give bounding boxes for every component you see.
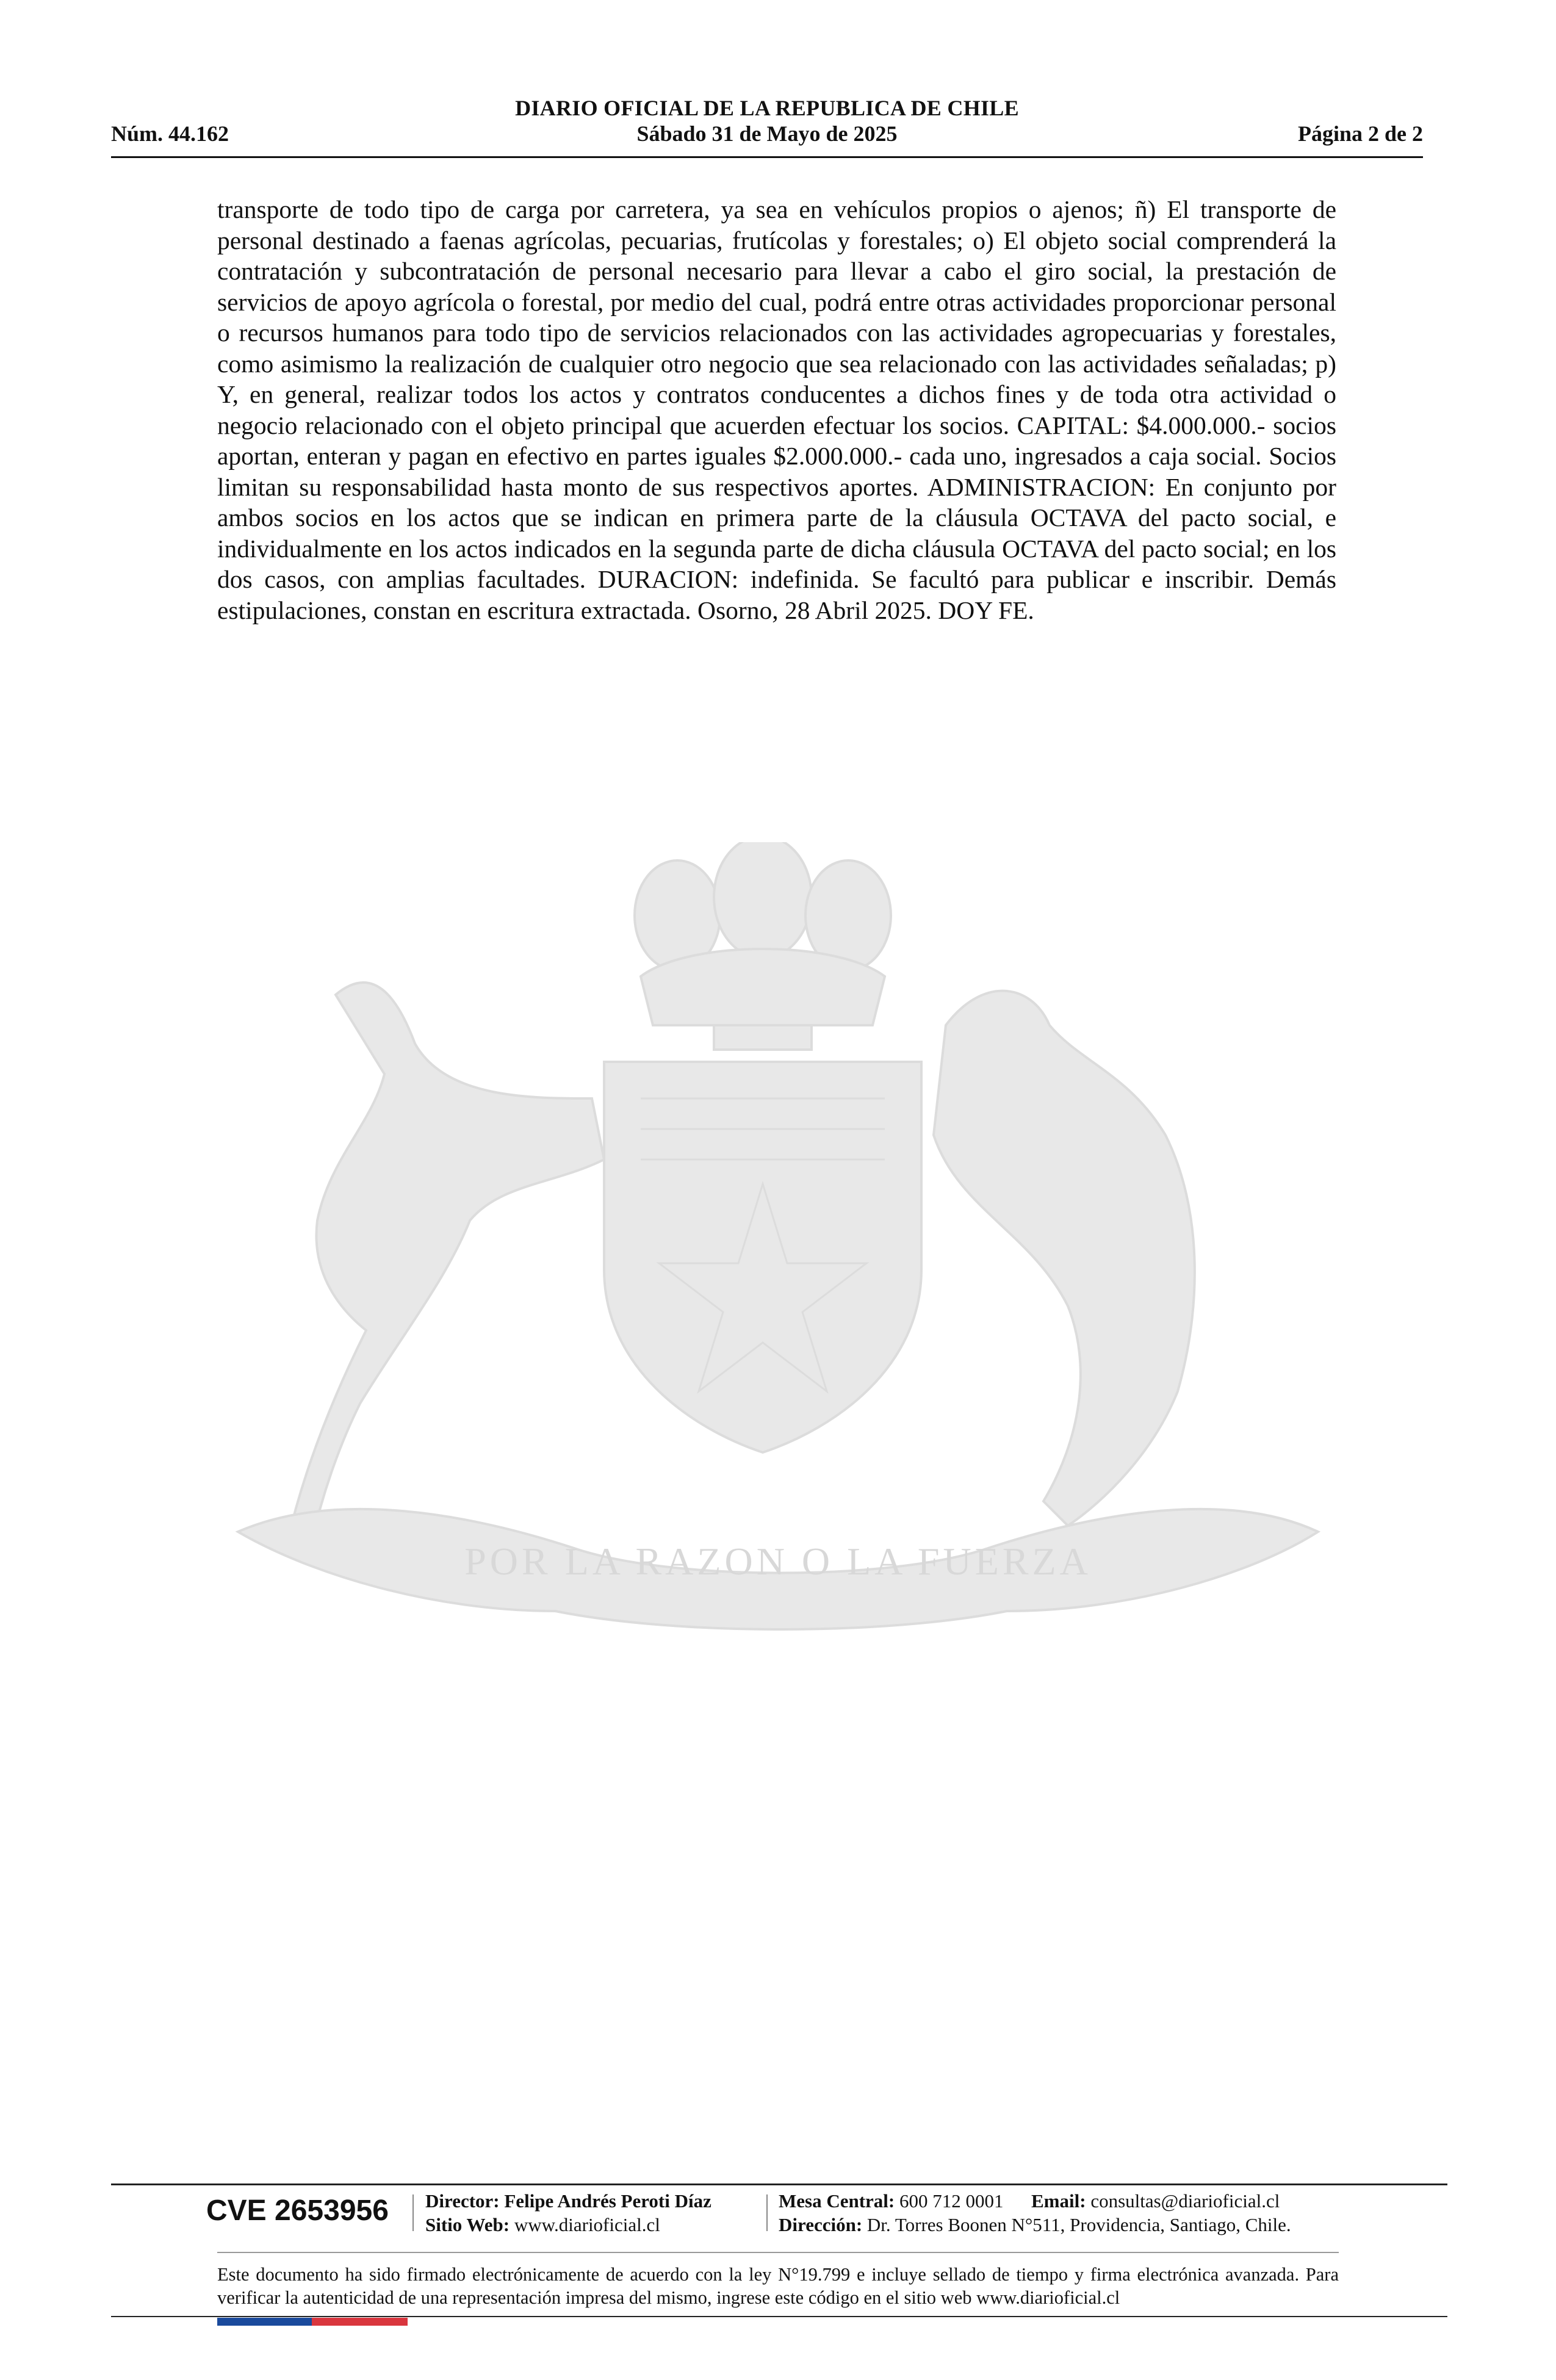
issue-number: Núm. 44.162 xyxy=(111,121,229,146)
footer-divider-top xyxy=(111,2183,1447,2185)
website-line xyxy=(425,2213,660,2237)
page-header xyxy=(111,93,1423,156)
issue-date: Sábado 31 de Mayo de 2025 xyxy=(636,121,898,146)
address-line xyxy=(779,2213,1291,2237)
email-link[interactable]: consultas@diarioficial.cl xyxy=(1090,2190,1280,2212)
publication-title: DIARIO OFICIAL DE LA REPUBLICA DE CHILE xyxy=(515,96,1019,120)
signature-note: Este documento ha sido firmado electrónicamente de acuerdo con la ley N°19.799 e incluye sellado de tiempo y firma electrónica avanzada. Para verificar la autenticidad de una representación impresa del mismo, ingrese este código en el sitio web www.diarioficial.cl xyxy=(217,2264,1339,2308)
director-label: Director: xyxy=(425,2190,500,2212)
motto-text: POR LA RAZON O LA FUERZA xyxy=(464,1540,1092,1583)
flag-stripe-blue xyxy=(217,2318,312,2326)
footer-divider-bottom xyxy=(111,2316,1447,2317)
website-label: Sitio Web: xyxy=(425,2214,510,2235)
coat-of-arms-icon xyxy=(214,842,1342,1672)
contact-line xyxy=(779,2190,1280,2213)
cve-code: CVE 2653956 xyxy=(206,2194,389,2227)
article-body: transporte de todo tipo de carga por carretera, ya sea en vehículos propios o ajenos; ñ) El transporte de personal destinado a faenas agrícolas, pecuarias, frutícolas y forestales; o) El objeto social comprenderá la contratación y subcontratación de personal necesario para llevar a cabo el giro social, la prestación de servicios de apoyo agrícola o forestal, por medio del cual, podrá entre otras actividades proporcionar personal o recursos humanos para todo tipo de servicios relacionados con las actividades agropecuarias y forestales, como asimismo la realización de cualquier otro negocio que sea relacionado con las actividades señaladas; p) Y, en general, realizar todos los actos y contratos conducentes a dichos fines y de toda otra actividad o negocio relacionado con el objeto principal que acuerden efectuar los socios. CAPITAL: $4.000.000.- socios aportan, enteran y pagan en efectivo en partes iguales $2.000.000.- cada uno, ingresados a caja social. Socios limitan su responsabilidad hasta monto de sus respectivos aportes. ADMINISTRACION: En conjunto por ambos socios en los actos que se indican en primera parte de la cláusula OCTAVA del pacto social, e individualmente en los actos indicados en la segunda parte de dicha cláusula OCTAVA del pacto social; en los dos casos, con amplias facultades. DURACION: indefinida. Se facultó para publicar e inscribir. Demás estipulaciones, constan en escritura extractada. Osorno, 28 Abril 2025. DOY FE. xyxy=(217,195,1336,624)
phone-label: Mesa Central: xyxy=(779,2190,895,2212)
header-meta-row xyxy=(111,121,1423,151)
flag-stripe-red xyxy=(312,2318,408,2326)
address-label: Dirección: xyxy=(779,2214,863,2235)
email-label: Email: xyxy=(1031,2190,1086,2212)
director-value: Felipe Andrés Peroti Díaz xyxy=(504,2190,711,2212)
header-divider xyxy=(111,156,1423,158)
website-link[interactable]: www.diarioficial.cl xyxy=(514,2214,660,2235)
footer-divider-mid xyxy=(217,2252,1339,2253)
phone-value: 600 712 0001 xyxy=(899,2190,1004,2212)
director-line xyxy=(425,2190,711,2213)
footer-separator xyxy=(412,2194,414,2231)
address-value: Dr. Torres Boonen N°511, Providencia, Santiago, Chile. xyxy=(866,2214,1291,2235)
page-indicator: Página 2 de 2 xyxy=(1297,121,1423,146)
footer-separator xyxy=(766,2194,768,2231)
